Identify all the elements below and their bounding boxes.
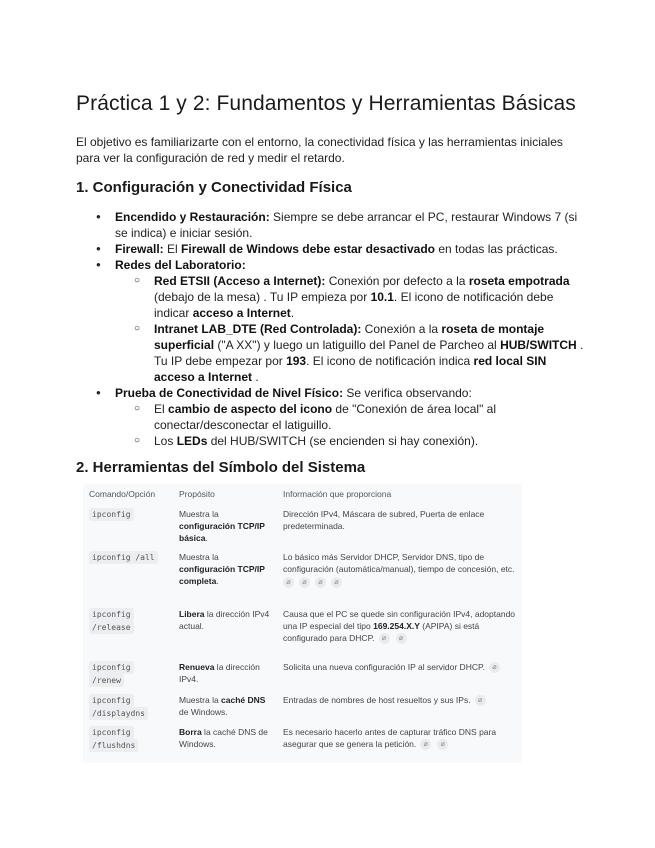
header-informacion: Información que proporciona	[283, 489, 392, 499]
list-item-intranet: ○ Intranet LAB_DTE (Red Controlada): Conexión a la roseta de montaje superficial ("A XX") y luego un latiguillo del Panel de Parcheo al HUB/SWITCH . Tu IP debe empezar por 193. El icono de notificación indica red local SIN acceso a Internet .	[115, 321, 586, 385]
list-item-encendido: ● Encendido y Restauración: Siempre se debe arrancar el PC, restaurar Windows 7 (si se indica) e iniciar sesión.	[76, 209, 586, 241]
table-header-row	[83, 484, 522, 504]
list-item-redes: ● Redes del Laboratorio: ○ Red ETSII (Acceso a Internet): Conexión por defecto a la roseta empotrada (debajo de la mesa) . Tu IP empieza por 10.1. El icono de notificación debe indicar acceso a Internet. ○ Intranet LAB_DTE (Red Controlada): Conexión a la roseta de montaje superficial ("A XX") y luego un latiguillo del Panel de Parcheo al HUB/SWITCH . Tu IP debe empezar por 193. El icono de notificación indica red local SIN acceso a Internet .	[76, 257, 586, 385]
command-code: ipconfig	[89, 661, 134, 674]
command-code: ipconfig	[89, 726, 134, 739]
link-icon[interactable]: ⌀	[489, 662, 500, 673]
commands-table	[83, 484, 522, 759]
command-code: ipconfig	[89, 608, 134, 621]
citation-group	[283, 576, 516, 588]
list-item-firewall: ● Firewall: El Firewall de Windows debe estar desactivado en todas las prácticas.	[76, 241, 586, 257]
page-title: Práctica 1 y 2: Fundamentos y Herramientas Básicas	[76, 92, 576, 115]
section-heading-herramientas: 2. Herramientas del Símbolo del Sistema	[76, 459, 366, 476]
table-row: ipconfig /flushdns Borra la caché DNS de Windows. Es necesario hacerlo antes de capturar tráfico DNS para asegurar que se genera la petición. ⌀ ⌀	[83, 723, 522, 759]
table-row: ipconfig /displaydns Muestra la caché DNS de Windows. Entradas de nombres de host resueltos y sus IPs. ⌀	[83, 691, 522, 723]
redes-sublist	[115, 273, 586, 385]
command-code: /flushdns	[89, 739, 138, 752]
command-code: /release	[89, 621, 134, 634]
link-icon[interactable]: ⌀	[283, 577, 294, 588]
prueba-sublist	[115, 401, 586, 449]
link-icon[interactable]: ⌀	[420, 739, 431, 750]
link-icon[interactable]: ⌀	[437, 739, 448, 750]
table-row: ipconfig Muestra la configuración TCP/IP básica. Dirección IPv4, Máscara de subred, Puerta de enlace predeterminada.	[83, 504, 522, 547]
list-item-leds: ○ Los LEDs del HUB/SWITCH (se encienden si hay conexión).	[115, 433, 586, 449]
section-heading-configuracion: 1. Configuración y Conectividad Física	[76, 179, 352, 196]
link-icon[interactable]: ⌀	[331, 577, 342, 588]
header-comando: Comando/Opción	[89, 489, 156, 499]
link-icon[interactable]: ⌀	[475, 695, 486, 706]
header-proposito: Propósito	[179, 489, 215, 499]
link-icon[interactable]: ⌀	[396, 633, 407, 644]
command-code: ipconfig	[89, 694, 134, 707]
table-row: ipconfig /renew Renueva la dirección IPv4. Solicita una nueva configuración IP al servidor DHCP. ⌀	[83, 657, 522, 691]
list-item-red-etsii: ○ Red ETSII (Acceso a Internet): Conexión por defecto a la roseta empotrada (debajo de la mesa) . Tu IP empieza por 10.1. El icono de notificación debe indicar acceso a Internet.	[115, 273, 586, 321]
command-code: /displaydns	[89, 707, 148, 720]
list-item-cambio-icono: ○ El cambio de aspecto del icono de "Conexión de área local" al conectar/desconectar el latiguillo.	[115, 401, 586, 433]
table-row: ipconfig /release Libera la dirección IPv4 actual. Causa que el PC se quede sin configuración IPv4, adoptando una IP especial del tipo 169.254.X.Y (APIPA) si está configurado para DHCP. ⌀ ⌀	[83, 602, 522, 657]
link-icon[interactable]: ⌀	[299, 577, 310, 588]
commands-table-container	[83, 484, 522, 763]
command-code: ipconfig /all	[89, 551, 158, 564]
link-icon[interactable]: ⌀	[315, 577, 326, 588]
list-item-prueba: ● Prueba de Conectividad de Nivel Físico: Se verifica observando: ○ El cambio de aspecto del icono de "Conexión de área local" al conectar/desconectar el latiguillo. ○ Los LEDs del HUB/SWITCH (se encienden si hay conexión).	[76, 385, 586, 449]
command-code: /renew	[89, 674, 124, 687]
link-icon[interactable]: ⌀	[379, 633, 390, 644]
intro-paragraph: El objetivo es familiarizarte con el entorno, la conectividad física y las herramientas iniciales para ver la configuración de red y medir el retardo.	[76, 135, 563, 165]
command-code: ipconfig	[89, 508, 134, 521]
table-row: ipconfig /all Muestra la configuración TCP/IP completa. Lo básico más Servidor DHCP, Servidor DNS, tipo de configuración (automática/manual), tiempo de concesión, etc. ⌀ ⌀ ⌀ ⌀	[83, 547, 522, 602]
section1-list	[76, 209, 586, 449]
